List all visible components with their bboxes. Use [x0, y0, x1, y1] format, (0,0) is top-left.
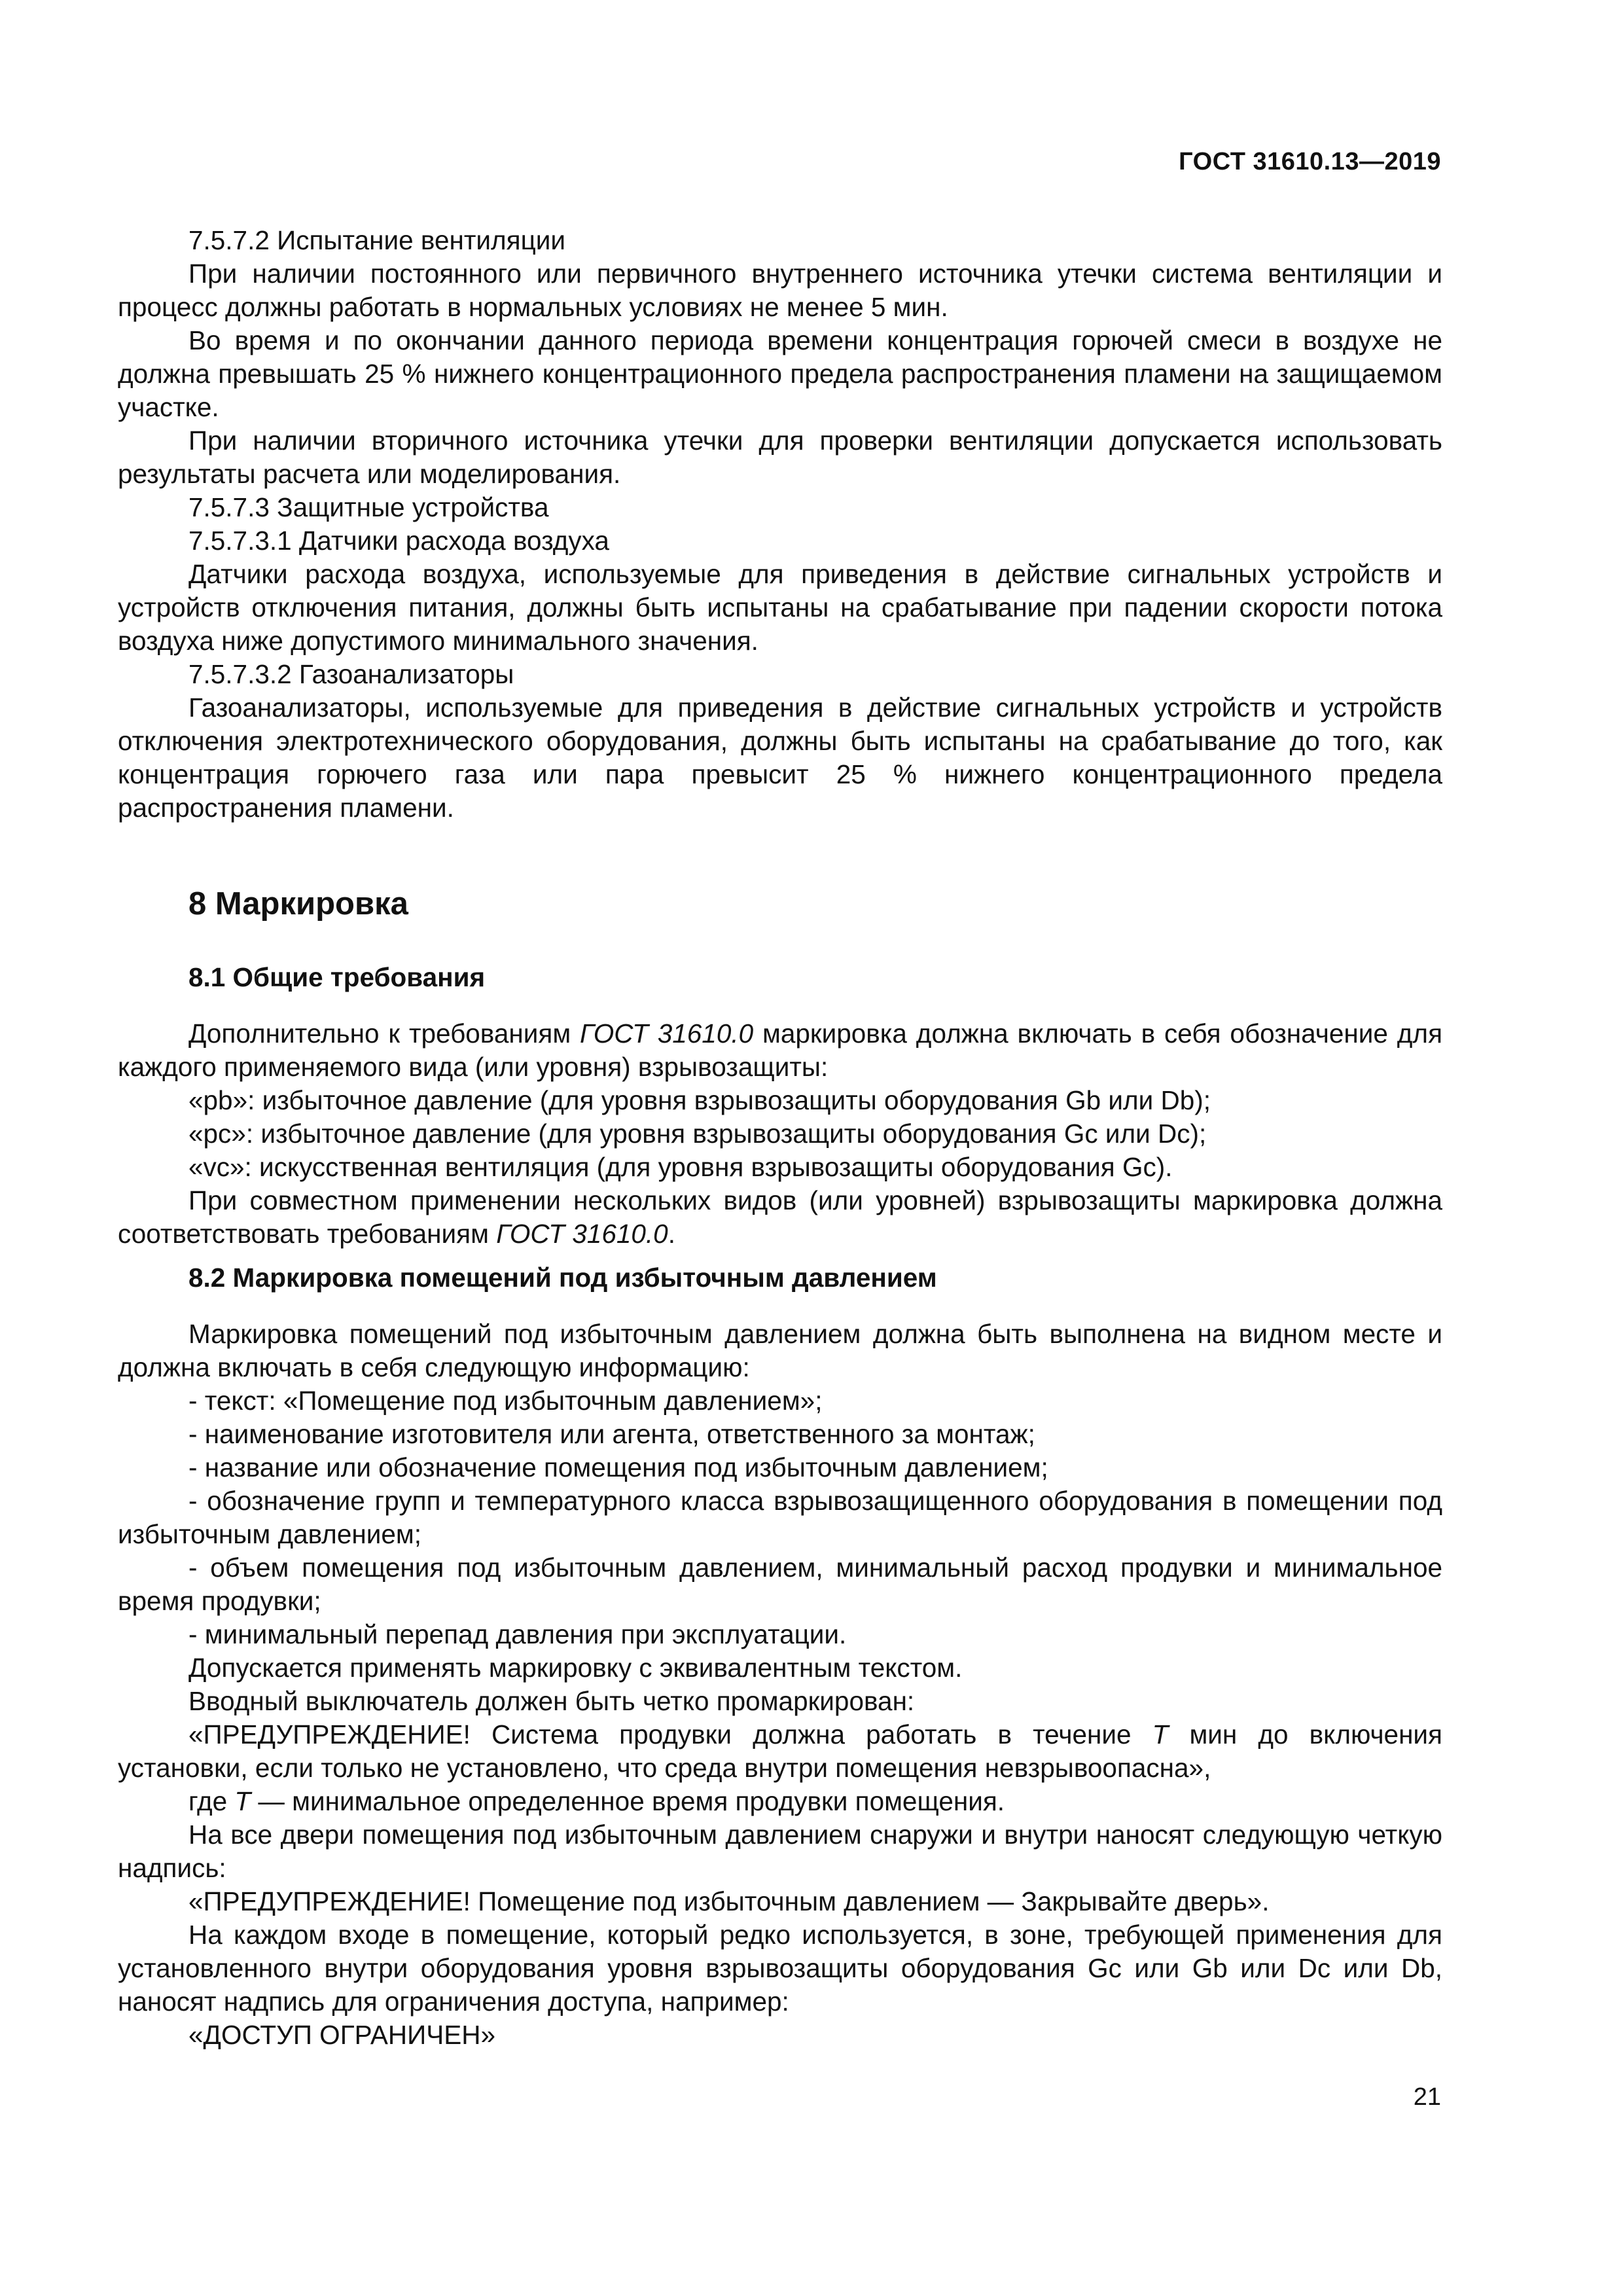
- standard-reference: ГОСТ 31610.0: [580, 1018, 754, 1049]
- standard-reference: ГОСТ 31610.0: [496, 1219, 668, 1249]
- page-content: [118, 224, 1442, 2052]
- paragraph: Дополнительно к требованиям ГОСТ 31610.0 маркировка должна включать в себя обозначение для каждого применяемого вида (или уровня) взрывозащиты:: [118, 1018, 1442, 1082]
- paragraph: Маркировка помещений под избыточным давлением должна быть выполнена на видном месте и должна включать в себя следующую информацию:: [118, 1319, 1442, 1382]
- clause-heading-7-5-7-3-2: 7.5.7.3.2 Газоанализаторы: [188, 659, 514, 689]
- list-item: - обозначение групп и температурного класса взрывозащищенного оборудования в помещении под избыточным давлением;: [118, 1486, 1442, 1549]
- paragraph: При наличии вторичного источника утечки для проверки вентиляции допускается использовать результаты расчета или моделирования.: [118, 425, 1442, 489]
- list-item: - наименование изготовителя или агента, ответственного за монтаж;: [188, 1419, 1035, 1449]
- list-item: - объем помещения под избыточным давлением, минимальный расход продувки и минимальное время продувки;: [118, 1552, 1442, 1616]
- paragraph: На каждом входе в помещение, который редко используется, в зоне, требующей применения для установленного внутри оборудования уровня взрывозащиты оборудования Gc или Gb или Dc или Db, наносят надпись для ограничения доступа, например:: [118, 1920, 1442, 2017]
- subsection-title-8-2: 8.2 Маркировка помещений под избыточным давлением: [188, 1263, 937, 1293]
- restricted-access-text: «ДОСТУП ОГРАНИЧЕН»: [188, 2020, 496, 2050]
- subsection-title-8-1: 8.1 Общие требования: [188, 962, 486, 992]
- page-number: 21: [1413, 2083, 1441, 2111]
- paragraph: Датчики расхода воздуха, используемые для приведения в действие сигнальных устройств и устройств отключения питания, должны быть испытаны на срабатывание при падении скорости потока воздуха ниже допустимого минимального значения.: [118, 559, 1442, 656]
- marking-item-vc: «vc»: искусственная вентиляция (для уровня взрывозащиты оборудования Gc).: [188, 1152, 1173, 1182]
- warning-text-purge: «ПРЕДУПРЕЖДЕНИЕ! Система продувки должна работать в течение T мин до включения установки, если только не установлено, что среда внутри помещения невзрывоопасна»,: [118, 1719, 1442, 1783]
- paragraph: Допускается применять маркировку с эквивалентным текстом.: [188, 1653, 963, 1683]
- paragraph: На все двери помещения под избыточным давлением снаружи и внутри наносят следующую четкую надпись:: [118, 1820, 1442, 1883]
- list-item: - текст: «Помещение под избыточным давлением»;: [188, 1386, 823, 1416]
- clause-heading-7-5-7-2: 7.5.7.2 Испытание вентиляции: [188, 225, 566, 255]
- list-item: - название или обозначение помещения под избыточным давлением;: [188, 1452, 1048, 1482]
- paragraph: Газоанализаторы, используемые для приведения в действие сигнальных устройств и устройств отключения электротехнического оборудования, должны быть испытаны на срабатывание до того, как концентрация горючего газа или пара превысит 25 % нижнего концентрационного предела распространения пламени.: [118, 692, 1442, 823]
- paragraph: При совместном применении нескольких видов (или уровней) взрывозащиты маркировка должна соответствовать требованиям ГОСТ 31610.0.: [118, 1185, 1442, 1249]
- paragraph: Вводный выключатель должен быть четко промаркирован:: [188, 1686, 915, 1716]
- list-item: - минимальный перепад давления при эксплуатации.: [188, 1619, 847, 1649]
- marking-item-pc: «pc»: избыточное давление (для уровня взрывозащиты оборудования Gc или Dc);: [188, 1119, 1207, 1149]
- paragraph: При наличии постоянного или первичного внутреннего источника утечки система вентиляции и процесс должны работать в нормальных условиях не менее 5 мин.: [118, 259, 1442, 322]
- definition-line: где T — минимальное определенное время продувки помещения.: [188, 1786, 1005, 1816]
- section-title-8: 8 Маркировка: [188, 886, 408, 922]
- paragraph: Во время и по окончании данного периода времени концентрация горючей смеси в воздухе не должна превышать 25 % нижнего концентрационного предела распространения пламени на защищаемом участке.: [118, 325, 1442, 422]
- warning-text-door: «ПРЕДУПРЕЖДЕНИЕ! Помещение под избыточным давлением — Закрывайте дверь».: [188, 1886, 1270, 1916]
- clause-heading-7-5-7-3-1: 7.5.7.3.1 Датчики расхода воздуха: [188, 526, 609, 556]
- clause-heading-7-5-7-3: 7.5.7.3 Защитные устройства: [188, 492, 549, 522]
- marking-item-pb: «pb»: избыточное давление (для уровня взрывозащиты оборудования Gb или Db);: [188, 1085, 1211, 1115]
- document-id-header: ГОСТ 31610.13—2019: [1179, 148, 1441, 175]
